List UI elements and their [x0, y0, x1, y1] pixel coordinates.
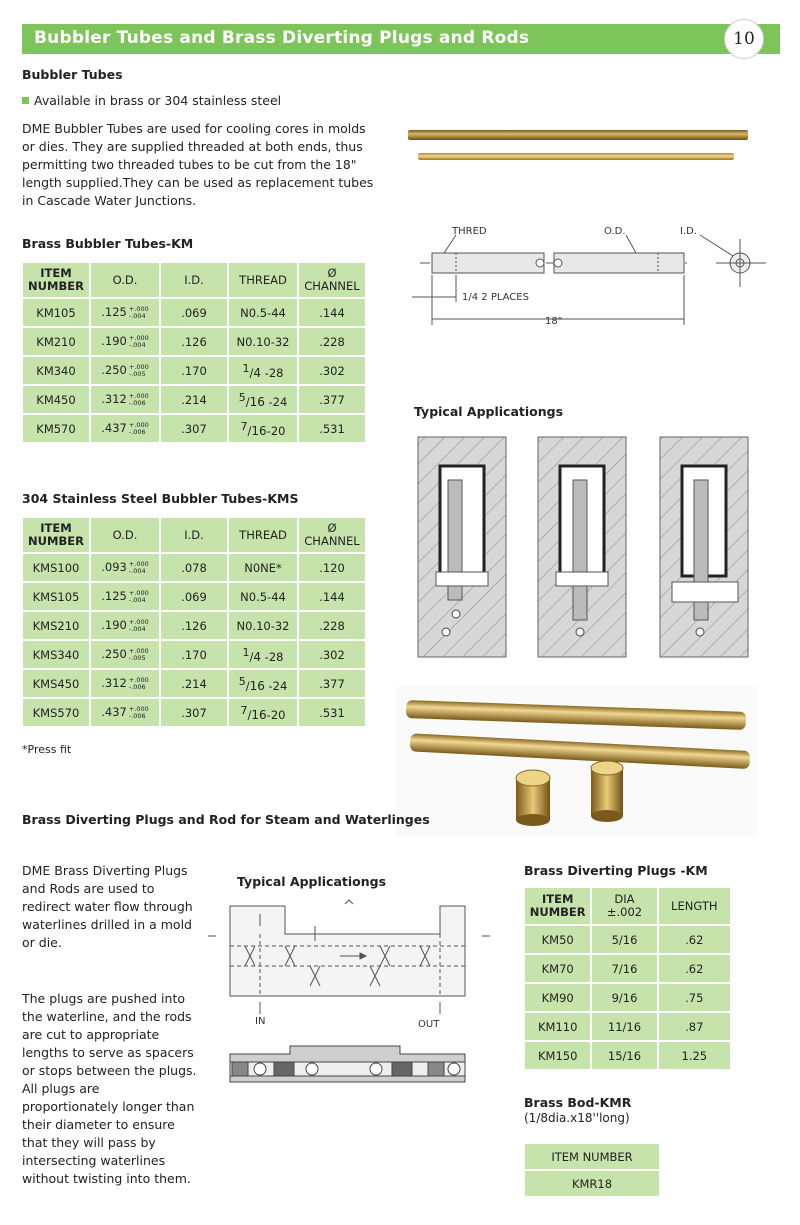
plugs-heading: Brass Diverting Plugs and Rod for Steam and Waterlinges: [22, 812, 430, 827]
bullet-text: Available in brass or 304 stainless steel: [34, 93, 282, 108]
thread-numerator: 7: [240, 703, 248, 717]
bullet-square-icon: [22, 97, 29, 104]
fraction-slash: /: [245, 394, 250, 409]
thread-pitch: -20: [266, 707, 286, 722]
thread-denominator: 16: [251, 707, 267, 722]
tol-top: +.000: [128, 675, 149, 684]
desc-line: lengths to serve as spacers: [22, 1045, 194, 1060]
km-table: [21, 261, 367, 444]
id-cell: .069: [160, 582, 228, 611]
thread-cell: [228, 553, 298, 582]
bubbler-heading: Bubbler Tubes: [22, 67, 123, 82]
brass-rods-plugs-photo: [396, 686, 758, 836]
channel-cell: .228: [298, 611, 366, 640]
table-row: [22, 553, 366, 582]
od-tolerance: [129, 590, 149, 604]
od-tolerance: [129, 677, 149, 691]
press-fit-footnote: *Press fit: [22, 743, 72, 756]
item-cell: KMS100: [22, 553, 90, 582]
od-cell: [90, 640, 160, 669]
od-cell: [90, 385, 160, 414]
dia-cell: 5/16: [591, 925, 657, 954]
tol-bottom: -.006: [128, 427, 146, 436]
id-label: I.D.: [680, 226, 698, 237]
channel-cell: .120: [298, 553, 366, 582]
rod-header: ITEM NUMBER: [524, 1143, 660, 1170]
od-tolerance: [129, 393, 149, 407]
od-cell: [90, 356, 160, 385]
od-cell: [90, 698, 160, 727]
km-table-title: Brass Bubbler Tubes-KM: [22, 236, 194, 251]
col-channel: [298, 262, 366, 298]
od-value: .312: [101, 392, 127, 407]
plug-table-title: Brass Diverting Plugs -KM: [524, 863, 708, 878]
places-label: 1/4 2 PLACES: [462, 292, 529, 303]
tube-short: [418, 153, 734, 160]
thread-pitch: -28: [261, 365, 284, 380]
thread-numerator: 1: [242, 361, 250, 375]
col-thread: THREAD: [228, 262, 298, 298]
dia-cell: 11/16: [591, 1012, 657, 1041]
thread-numerator: 5: [238, 674, 246, 688]
desc-line: or die.: [22, 935, 62, 950]
id-cell: .307: [160, 414, 228, 443]
item-cell: KM340: [22, 356, 90, 385]
id-cell: .126: [160, 611, 228, 640]
plugs-description-2: [22, 990, 212, 1188]
desc-line: their diameter to ensure: [22, 1117, 175, 1132]
desc-line: waterlines drilled in a mold: [22, 917, 192, 932]
item-cell: KM150: [524, 1041, 591, 1070]
dia-cell: 15/16: [591, 1041, 657, 1070]
table-row: [22, 385, 366, 414]
mold-section-3: [660, 437, 748, 657]
waterline-diagram: [200, 896, 500, 1086]
desc-line: permitting two threaded tubes to be cut from the 18": [22, 157, 357, 172]
od-value: .125: [101, 305, 127, 320]
col-dia: [591, 887, 657, 925]
desc-line: intersecting waterlines: [22, 1153, 166, 1168]
od-value: .190: [101, 334, 127, 349]
thread-pitch: -24: [264, 678, 288, 693]
plug-right: [591, 761, 623, 822]
item-cell: KM450: [22, 385, 90, 414]
mold-section-2: [538, 437, 626, 657]
thread-cell: [228, 669, 298, 698]
thread-denominator: 16: [251, 423, 267, 438]
channel-cell: .144: [298, 298, 366, 327]
fraction-slash: /: [249, 649, 254, 664]
page-title: Bubbler Tubes and Brass Diverting Plugs and Rods: [34, 28, 530, 48]
bubbler-tube-photo: [400, 118, 760, 174]
id-cell: .307: [160, 698, 228, 727]
tol-top: +.000: [128, 559, 149, 568]
table-row: [22, 611, 366, 640]
od-value: .125: [101, 589, 127, 604]
tol-top: +.000: [128, 304, 149, 313]
kms-table: [21, 516, 367, 728]
in-label: IN: [255, 1016, 266, 1027]
length-cell: 1.25: [658, 1041, 731, 1070]
table-row: [524, 925, 731, 954]
thread-value: N0.10-32: [236, 618, 290, 633]
dia-cell: 9/16: [591, 983, 657, 1012]
thread-value: N0NE*: [244, 560, 282, 575]
plug-table: [523, 886, 732, 1071]
table-row: [22, 327, 366, 356]
od-tolerance: [129, 335, 149, 349]
desc-line: or stops between the plugs.: [22, 1063, 197, 1078]
tol-bottom: -.004: [128, 595, 146, 604]
thread-pitch: -20: [266, 423, 286, 438]
mold-section-1: [418, 437, 506, 657]
header-banner: [22, 24, 780, 54]
item-cell: KMS105: [22, 582, 90, 611]
plugs-description-1: [22, 862, 212, 952]
channel-label: CHANNEL: [304, 534, 360, 548]
tol-top: +.000: [128, 420, 149, 429]
table-row: [22, 582, 366, 611]
col-item: ITEM NUMBER: [524, 887, 591, 925]
id-cell: .126: [160, 327, 228, 356]
od-tolerance: [129, 364, 149, 378]
rod-table: [523, 1142, 661, 1198]
channel-cell: .228: [298, 327, 366, 356]
id-cell: .069: [160, 298, 228, 327]
thread-cell: [228, 414, 298, 443]
page-number: 10: [724, 19, 764, 59]
item-cell: KM105: [22, 298, 90, 327]
col-od: O.D.: [90, 262, 160, 298]
thread-denominator: 16: [249, 394, 265, 409]
od-cell: [90, 553, 160, 582]
id-cell: .214: [160, 669, 228, 698]
thread-pitch: -28: [261, 649, 284, 664]
desc-line: length supplied.They can be used as replacement tubes: [22, 175, 374, 190]
table-row: [524, 983, 731, 1012]
tol-top: +.000: [128, 362, 149, 371]
tube-dimension-drawing: [400, 220, 780, 335]
diameter-symbol: Ø: [327, 266, 337, 280]
item-cell: KM570: [22, 414, 90, 443]
item-cell: KMS340: [22, 640, 90, 669]
desc-line: All plugs are: [22, 1081, 100, 1096]
thread-numerator: 7: [240, 419, 248, 433]
thread-numerator: 5: [238, 390, 246, 404]
bubbler-bullet: [22, 92, 281, 110]
desc-line: DME Brass Diverting Plugs: [22, 863, 188, 878]
fraction-slash: /: [247, 707, 252, 722]
tol-bottom: -.004: [128, 566, 146, 575]
thread-denominator: 4: [253, 649, 262, 664]
id-cell: .170: [160, 356, 228, 385]
plug-rod-assembly: [230, 1046, 465, 1082]
id-cell: .078: [160, 553, 228, 582]
typical-applications-heading: Typical Applicationgs: [414, 404, 564, 419]
col-od: O.D.: [90, 517, 160, 553]
rod-item: KMR18: [524, 1170, 660, 1197]
fraction-slash: /: [245, 678, 250, 693]
tol-top: +.000: [128, 617, 149, 626]
thread-cell: [228, 611, 298, 640]
channel-cell: .531: [298, 414, 366, 443]
od-value: .250: [101, 647, 127, 662]
od-value: .093: [101, 560, 127, 575]
diameter-symbol: Ø: [327, 521, 337, 535]
table-row: [22, 298, 366, 327]
table-row: [524, 1041, 731, 1070]
od-cell: [90, 611, 160, 640]
length-cell: .87: [658, 1012, 731, 1041]
desc-line: the waterline, and the rods: [22, 1009, 192, 1024]
desc-line: or dies. They are supplied threaded at both ends, thus: [22, 139, 363, 154]
thread-pitch: -24: [264, 394, 288, 409]
kms-table-title: 304 Stainless Steel Bubbler Tubes-KMS: [22, 491, 299, 506]
od-cell: [90, 669, 160, 698]
tol-top: +.000: [128, 588, 149, 597]
table-row: [524, 1012, 731, 1041]
item-cell: KM50: [524, 925, 591, 954]
table-row: [22, 698, 366, 727]
thread-cell: [228, 356, 298, 385]
channel-cell: .531: [298, 698, 366, 727]
mold-cross-sections: [410, 432, 775, 660]
thread-denominator: 4: [253, 365, 262, 380]
thread-cell: [228, 582, 298, 611]
fraction-slash: /: [247, 423, 252, 438]
col-item: ITEM NUMBER: [22, 517, 90, 553]
out-label: OUT: [418, 1019, 440, 1030]
item-cell: KM210: [22, 327, 90, 356]
desc-line: and Rods are used to: [22, 881, 155, 896]
tol-top: +.000: [128, 646, 149, 655]
thread-cell: [228, 698, 298, 727]
dia-label: DIA: [614, 892, 635, 906]
tol-bottom: -.005: [128, 653, 146, 662]
desc-line: are cut to appropriate: [22, 1027, 160, 1042]
rod-title: Brass Bod-KMR: [524, 1095, 632, 1110]
thread-denominator: 16: [249, 678, 265, 693]
length-cell: .62: [658, 954, 731, 983]
channel-cell: .144: [298, 582, 366, 611]
id-cell: .170: [160, 640, 228, 669]
od-cell: [90, 327, 160, 356]
tol-top: +.000: [128, 333, 149, 342]
thread-numerator: 1: [242, 645, 250, 659]
thread-value: N0.5-44: [240, 589, 286, 604]
length-cell: .75: [658, 983, 731, 1012]
col-id: I.D.: [160, 262, 228, 298]
od-value: .312: [101, 676, 127, 691]
od-value: .190: [101, 618, 127, 633]
tol-top: +.000: [128, 391, 149, 400]
tol-bottom: -.004: [128, 311, 146, 320]
thread-cell: [228, 640, 298, 669]
tol-bottom: -.005: [128, 369, 146, 378]
channel-cell: .302: [298, 356, 366, 385]
od-value: .437: [101, 705, 127, 720]
desc-line: proportionately longer than: [22, 1099, 195, 1114]
od-cell: [90, 414, 160, 443]
tol-bottom: -.004: [128, 624, 146, 633]
plug-left: [516, 770, 550, 826]
thread-cell: [228, 298, 298, 327]
tol-bottom: -.004: [128, 340, 146, 349]
od-tolerance: [129, 561, 149, 575]
od-value: .250: [101, 363, 127, 378]
item-cell: KMS570: [22, 698, 90, 727]
od-tolerance: [129, 422, 149, 436]
item-cell: KMS210: [22, 611, 90, 640]
item-cell: KM110: [524, 1012, 591, 1041]
col-length: LENGTH: [658, 887, 731, 925]
channel-cell: .377: [298, 669, 366, 698]
item-cell: KM90: [524, 983, 591, 1012]
col-channel: [298, 517, 366, 553]
dia-tolerance: ±.002: [606, 905, 643, 919]
od-tolerance: [129, 648, 149, 662]
channel-cell: .302: [298, 640, 366, 669]
thread-value: N0.5-44: [240, 305, 286, 320]
bubbler-description: [22, 120, 392, 210]
tube-long: [408, 130, 748, 140]
desc-line: redirect water flow through: [22, 899, 193, 914]
fraction-slash: /: [249, 365, 254, 380]
table-row: [22, 356, 366, 385]
thred-label: THRED: [452, 226, 487, 237]
desc-line: DME Bubbler Tubes are used for cooling cores in molds: [22, 121, 366, 136]
col-id: I.D.: [160, 517, 228, 553]
thread-cell: [228, 327, 298, 356]
col-thread: THREAD: [228, 517, 298, 553]
item-cell: KM70: [524, 954, 591, 983]
desc-line: The plugs are pushed into: [22, 991, 185, 1006]
plugs-typical-heading: Typical Applicationgs: [237, 874, 387, 889]
tol-top: +.000: [128, 704, 149, 713]
od-cell: [90, 298, 160, 327]
desc-line: without twisting into them.: [22, 1171, 191, 1186]
id-cell: .214: [160, 385, 228, 414]
tol-bottom: -.006: [128, 398, 146, 407]
length-cell: .62: [658, 925, 731, 954]
dia-cell: 7/16: [591, 954, 657, 983]
table-row: [22, 414, 366, 443]
tol-bottom: -.006: [128, 682, 146, 691]
thread-cell: [228, 385, 298, 414]
channel-label: CHANNEL: [304, 279, 360, 293]
item-cell: KMS450: [22, 669, 90, 698]
od-cell: [90, 582, 160, 611]
thread-value: N0.10-32: [236, 334, 290, 349]
od-tolerance: [129, 306, 149, 320]
rod-subtitle: (1/8dia.x18''long): [524, 1111, 630, 1125]
od-label: O.D.: [604, 226, 626, 237]
table-row: [22, 640, 366, 669]
od-tolerance: [129, 706, 149, 720]
od-tolerance: [129, 619, 149, 633]
col-item: ITEM NUMBER: [22, 262, 90, 298]
desc-line: that they will pass by: [22, 1135, 156, 1150]
table-row: [524, 954, 731, 983]
channel-cell: .377: [298, 385, 366, 414]
table-row: [22, 669, 366, 698]
tol-bottom: -.006: [128, 711, 146, 720]
length-label: 18": [545, 316, 563, 327]
desc-line: in Cascade Water Junctions.: [22, 193, 197, 208]
od-value: .437: [101, 421, 127, 436]
